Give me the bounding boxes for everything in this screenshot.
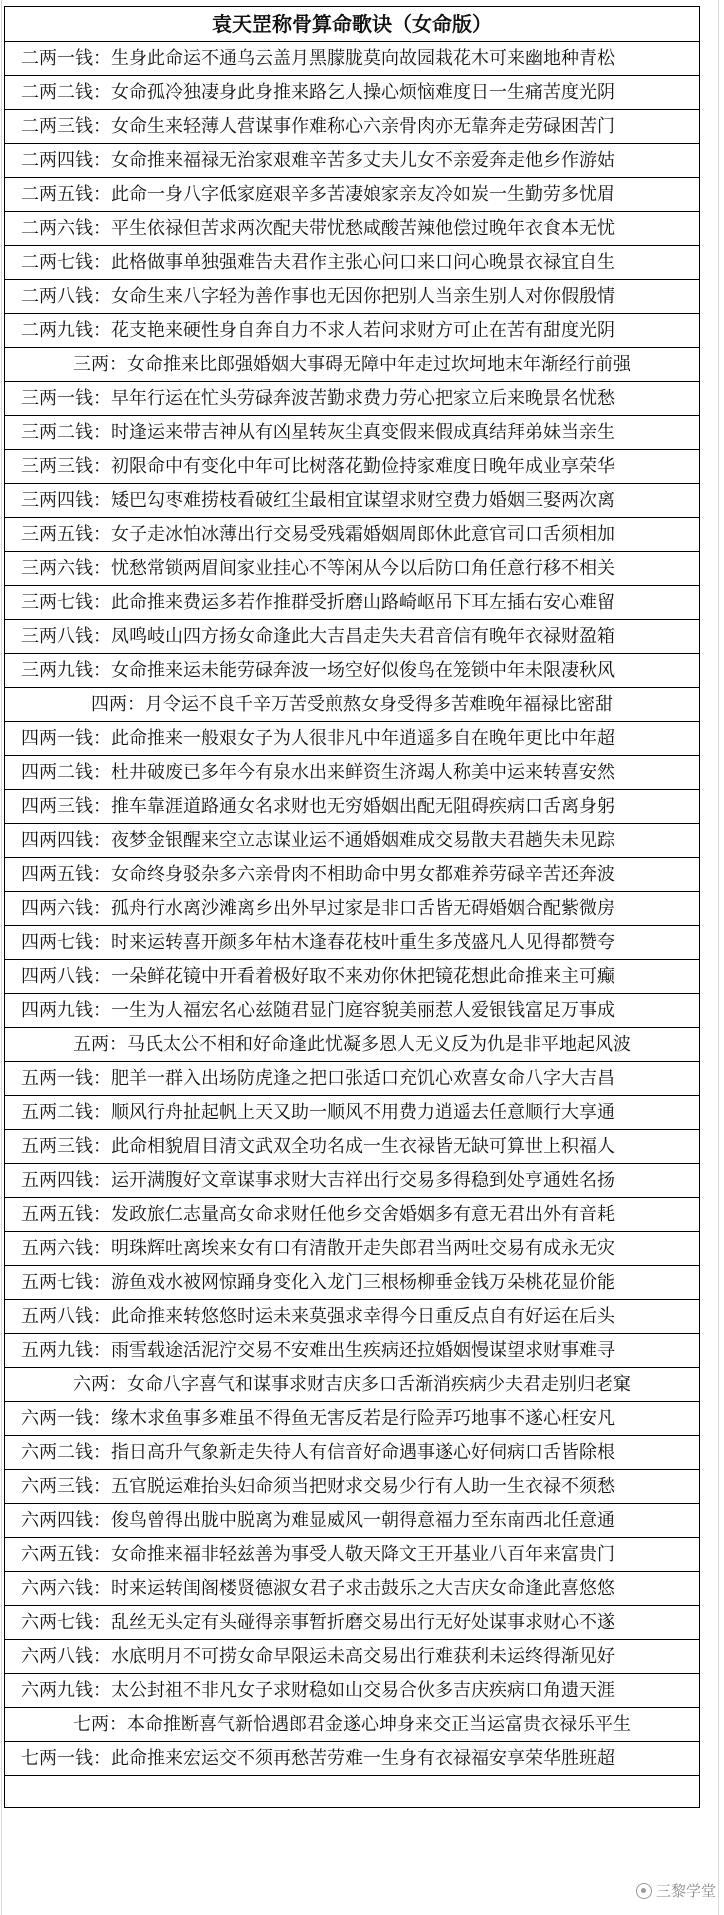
verse-cell[interactable]: 二两八钱：女命生来八字轻为善作事也无因你把别人当亲生别人对你假殷情 xyxy=(5,280,700,314)
table-row xyxy=(5,1334,700,1368)
verse-cell[interactable]: 四两六钱：孤舟行水离沙滩离乡出外早过家是非口舌皆无碍婚姻合配紫微房 xyxy=(5,892,700,926)
verse-table xyxy=(4,6,700,1808)
verse-cell[interactable]: 五两八钱：此命推来转悠悠时运未来莫强求幸得今日重反点自有好运在后头 xyxy=(5,1300,700,1334)
table-row xyxy=(5,1606,700,1640)
verse-cell[interactable]: 五两三钱：此命相貌眉目清文武双全功名成一生衣禄皆无缺可算世上积福人 xyxy=(5,1130,700,1164)
empty-cell[interactable] xyxy=(5,1776,700,1808)
table-row xyxy=(5,76,700,110)
table-row xyxy=(5,484,700,518)
verse-cell[interactable]: 四两五钱：女命终身驳杂多六亲骨肉不相助命中男女都难养劳碌辛苦还奔波 xyxy=(5,858,700,892)
table-row xyxy=(5,1742,700,1776)
table-row xyxy=(5,1572,700,1606)
table-row xyxy=(5,1028,700,1062)
table-row xyxy=(5,1538,700,1572)
table-row xyxy=(5,518,700,552)
table-row xyxy=(5,1708,700,1742)
verse-cell[interactable]: 四两二钱：杜井破废已多年今有泉水出来鲜资生济竭人称美中运来转喜安然 xyxy=(5,756,700,790)
table-row xyxy=(5,790,700,824)
verse-cell[interactable]: 六两二钱：指日高升气象新走失待人有信音好命遇事遂心好伺病口舌皆除根 xyxy=(5,1436,700,1470)
table-row xyxy=(5,416,700,450)
document-title[interactable]: 袁天罡称骨算命歌诀（女命版） xyxy=(5,7,700,42)
table-row xyxy=(5,1130,700,1164)
verse-cell[interactable]: 六两八钱：水底明月不可捞女命早限运未高交易出行难获利未运终得渐见好 xyxy=(5,1640,700,1674)
verse-cell[interactable]: 五两一钱：肥羊一群入出场防虎逢之把口张适口充饥心欢喜女命八字大吉昌 xyxy=(5,1062,700,1096)
table-row xyxy=(5,382,700,416)
verse-cell[interactable]: 三两六钱：忧愁常锁两眉间家业挂心不等闲从今以后防口角任意行移不相关 xyxy=(5,552,700,586)
verse-cell-major[interactable]: 六两：女命八字喜气和谋事求财吉庆多口舌渐消疾病少夫君走别归老窠 xyxy=(5,1368,700,1402)
table-row xyxy=(5,144,700,178)
verse-cell[interactable]: 二两五钱：此命一身八字低家庭艰辛多苦凄娘家亲友冷如炭一生勤劳多忧眉 xyxy=(5,178,700,212)
verse-cell[interactable]: 二两一钱：生身此命运不通乌云盖月黑朦胧莫向故园栽花木可来幽地种青松 xyxy=(5,42,700,76)
table-row xyxy=(5,654,700,688)
gridline-right xyxy=(718,0,719,1915)
verse-cell[interactable]: 六两三钱：五官脱运难抬头妇命须当把财求交易少行有人助一生衣禄不须愁 xyxy=(5,1470,700,1504)
table-row xyxy=(5,994,700,1028)
verse-cell[interactable]: 三两九钱：女命推来运未能劳碌奔波一场空好似俊鸟在笼锁中年未限凄秋风 xyxy=(5,654,700,688)
verse-cell[interactable]: 三两二钱：时逢运来带吉神从有凶星转灰尘真变假来假成真结拜弟妹当亲生 xyxy=(5,416,700,450)
table-row xyxy=(5,1674,700,1708)
table-row xyxy=(5,246,700,280)
verse-cell-major[interactable]: 七两：本命推断喜气新恰遇郎君金遂心坤身来交正当运富贵衣禄乐平生 xyxy=(5,1708,700,1742)
table-row xyxy=(5,688,700,722)
verse-cell[interactable]: 六两六钱：时来运转闺阁楼贤德淑女君子求击鼓乐之大吉庆女命逢此喜悠悠 xyxy=(5,1572,700,1606)
verse-cell[interactable]: 三两一钱：早年行运在忙头劳碌奔波苦勤求费力劳心把家立后来晚景名忧愁 xyxy=(5,382,700,416)
table-row xyxy=(5,42,700,76)
verse-cell-major[interactable]: 五两：马氏太公不相和好命逢此忧凝多恩人无义反为仇是非平地起风波 xyxy=(5,1028,700,1062)
verse-cell[interactable]: 四两三钱：推车靠涯道路通女名求财也无穷婚姻出配无阻碍疾病口舌离身躬 xyxy=(5,790,700,824)
verse-cell[interactable]: 三两三钱：初限命中有变化中年可比树落花勤俭持家难度日晚年成业享荣华 xyxy=(5,450,700,484)
table-row-empty xyxy=(5,1776,700,1808)
verse-cell[interactable]: 六两四钱：俊鸟曾得出胧中脱离为难显威风一朝得意福力至东南西北任意通 xyxy=(5,1504,700,1538)
table-row xyxy=(5,1232,700,1266)
table-row xyxy=(5,1164,700,1198)
table-row xyxy=(5,858,700,892)
table-row xyxy=(5,1266,700,1300)
table-row xyxy=(5,1062,700,1096)
table-row xyxy=(5,1470,700,1504)
verse-cell[interactable]: 四两一钱：此命推来一般艰女子为人很非凡中年逍遥多自在晚年更比中年超 xyxy=(5,722,700,756)
table-row xyxy=(5,1096,700,1130)
table-row xyxy=(5,280,700,314)
table-row xyxy=(5,1436,700,1470)
table-row xyxy=(5,892,700,926)
table-row xyxy=(5,756,700,790)
table-row xyxy=(5,1640,700,1674)
verse-cell[interactable]: 四两七钱：时来运转喜开颜多年枯木逢春花枝叶重生多茂盛凡人见得都赞夸 xyxy=(5,926,700,960)
verse-cell-major[interactable]: 三两：女命推来比郎强婚姻大事碍无障中年走过坎坷地末年渐经行前强 xyxy=(5,348,700,382)
verse-cell[interactable]: 五两二钱：顺风行舟扯起帆上天又助一顺风不用费力逍遥去任意顺行大享通 xyxy=(5,1096,700,1130)
verse-cell[interactable]: 七两一钱：此命推来宏运交不须再愁苦劳难一生身有衣禄福安享荣华胜班超 xyxy=(5,1742,700,1776)
verse-cell[interactable]: 四两九钱：一生为人福宏名心兹随君显门庭容貌美丽惹人爱银钱富足万事成 xyxy=(5,994,700,1028)
verse-cell[interactable]: 六两九钱：太公封祖不非凡女子求财稳如山交易合伙多吉庆疾病口角遗天涯 xyxy=(5,1674,700,1708)
gridline-left xyxy=(1,0,2,1915)
table-row xyxy=(5,1504,700,1538)
verse-cell[interactable]: 五两七钱：游鱼戏水被网惊踊身变化入龙门三根杨柳垂金钱万朵桃花显价能 xyxy=(5,1266,700,1300)
verse-cell[interactable]: 六两七钱：乱丝无头定有头碰得亲事暂折磨交易出行无好处谋事求财心不遂 xyxy=(5,1606,700,1640)
table-row xyxy=(5,586,700,620)
watermark-text: 三黎学堂 xyxy=(655,1882,716,1900)
verse-cell[interactable]: 二两二钱：女命孤冷独凄身此身推来路乞人操心烦恼难度日一生痛苦度光阴 xyxy=(5,76,700,110)
title-row xyxy=(5,7,700,42)
verse-cell[interactable]: 六两一钱：缘木求鱼事多难虽不得鱼无害反若是行险弄巧地事不遂心枉安凡 xyxy=(5,1402,700,1436)
table-row xyxy=(5,1368,700,1402)
table-row xyxy=(5,1300,700,1334)
table-row xyxy=(5,926,700,960)
verse-cell[interactable]: 五两九钱：雨雪载途活泥泞交易不安难出生疾病还拉婚姻慢谋望求财事难寻 xyxy=(5,1334,700,1368)
verse-cell[interactable]: 二两六钱：平生依禄但苦求两次配夫带忧愁咸酸苦辣他偿过晚年衣食本无忧 xyxy=(5,212,700,246)
table-row xyxy=(5,450,700,484)
verse-cell[interactable]: 三两七钱：此命推来费运多若作推群受折磨山路崎岖吊下耳左插右安心难留 xyxy=(5,586,700,620)
verse-cell[interactable]: 三两四钱：矮巴勾枣难捞枝看破红尘最相宜谋望求财空费力婚姻三娶两次离 xyxy=(5,484,700,518)
verse-cell[interactable]: 二两七钱：此格做事单独强难告夫君作主张心问口来口问心晚景衣禄宜自生 xyxy=(5,246,700,280)
table-row xyxy=(5,212,700,246)
table-row xyxy=(5,722,700,756)
verse-cell[interactable]: 三两八钱：凤鸣岐山四方扬女命逢此大吉昌走失夫君音信有晚年衣禄财盈箱 xyxy=(5,620,700,654)
table-row xyxy=(5,824,700,858)
verse-cell[interactable]: 二两九钱：花支艳来硬性身自奔自力不求人若问求财方可止在苦有甜度光阴 xyxy=(5,314,700,348)
verse-cell[interactable]: 三两五钱：女子走冰怕冰薄出行交易受残霜婚姻周郎休此意官司口舌须相加 xyxy=(5,518,700,552)
verse-cell[interactable]: 二两四钱：女命推来福禄无治家艰难辛苦多丈夫儿女不亲爱奔走他乡作游姑 xyxy=(5,144,700,178)
table-row xyxy=(5,314,700,348)
verse-cell[interactable]: 六两五钱：女命推来福非轻兹善为事受人敬天降文王开基业八百年来富贵门 xyxy=(5,1538,700,1572)
verse-cell-major[interactable]: 四两：月令运不良千辛万苦受煎熬女身受得多苦难晚年福禄比密甜 xyxy=(5,688,700,722)
table-row xyxy=(5,178,700,212)
table-row xyxy=(5,110,700,144)
verse-cell[interactable]: 五两六钱：明珠辉吐离埃来女有口有清散开走失郎君当两吐交易有成永无灾 xyxy=(5,1232,700,1266)
verse-cell[interactable]: 五两四钱：运开满腹好文章谋事求财大吉祥出行交易多得稳到处亨通姓名扬 xyxy=(5,1164,700,1198)
table-row xyxy=(5,348,700,382)
verse-cell[interactable]: 二两三钱：女命生来轻薄人营谋事作难称心六亲骨肉亦无靠奔走劳碌困苦门 xyxy=(5,110,700,144)
circle-logo-icon xyxy=(636,1883,652,1899)
watermark xyxy=(636,1880,716,1901)
table-row xyxy=(5,552,700,586)
table-row xyxy=(5,620,700,654)
table-row xyxy=(5,1402,700,1436)
verse-cell[interactable]: 四两八钱：一朵鲜花镜中开看着极好取不来劝你休把镜花想此命推来主可癫 xyxy=(5,960,700,994)
table-row xyxy=(5,1198,700,1232)
verse-cell[interactable]: 四两四钱：夜梦金银醒来空立志谋业运不通婚姻难成交易散夫君趟失未见踪 xyxy=(5,824,700,858)
verse-cell[interactable]: 五两五钱：发政旅仁志量高女命求财任他乡交舍婚姻多有意无君出外有音耗 xyxy=(5,1198,700,1232)
table-row xyxy=(5,960,700,994)
